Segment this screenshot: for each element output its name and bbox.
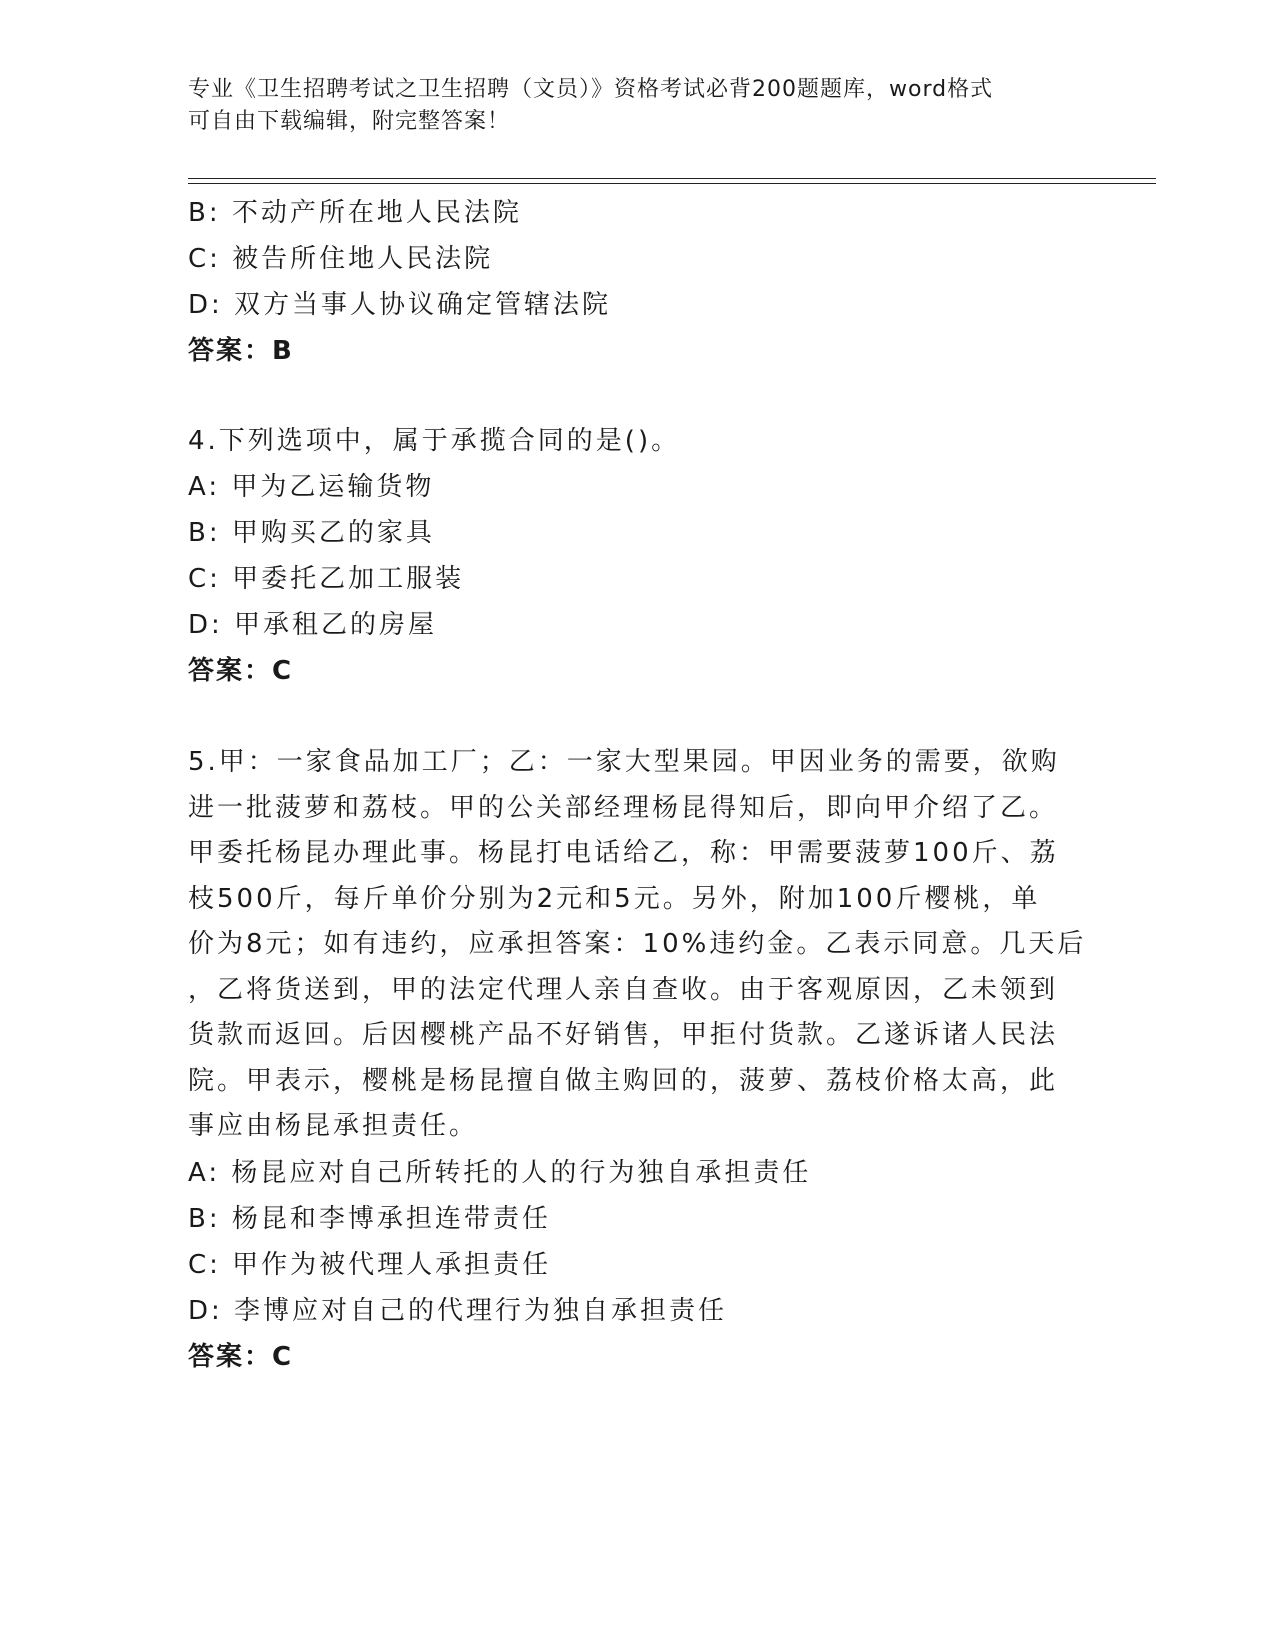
q5-question-line: ，乙将货送到，甲的法定代理人亲自查收。由于客观原因，乙未领到 [188, 974, 1059, 1005]
spacer [188, 694, 1088, 740]
q5-question-line: 货款而返回。后因樱桃产品不好销售，甲拒付货款。乙遂诉诸人民法 [188, 1020, 1059, 1050]
q4-answer: 答案：C [188, 656, 294, 686]
q5-option-c: C: 甲作为被代理人承担责任 [188, 1249, 552, 1280]
q4-option-c: C: 甲委托乙加工服装 [188, 564, 465, 594]
q5-question-line: 院。甲表示，樱桃是杨昆擅自做主购回的，菠萝、荔枝价格太高，此 [188, 1065, 1059, 1096]
document-body [188, 190, 1088, 1380]
q4-option-a: A: 甲为乙运输货物 [188, 472, 435, 502]
header-line-2: 可自由下载编辑，附完整答案！ [188, 109, 511, 134]
q5-question-line: 甲委托杨昆办理此事。杨昆打电话给乙，称：甲需要菠萝100斤、荔 [188, 838, 1059, 868]
q3-answer: 答案：B [188, 336, 294, 366]
question-3 [188, 190, 1088, 374]
q4-question: 4.下列选项中，属于承揽合同的是()。 [188, 426, 681, 456]
q5-question [188, 740, 1088, 1150]
q5-answer: 答案：C [188, 1341, 294, 1372]
q4-option-d: D: 甲承租乙的房屋 [188, 610, 438, 640]
question-4 [188, 418, 1088, 694]
q5-question-line: 5.甲：一家食品加工厂；乙：一家大型果园。甲因业务的需要，欲购 [188, 747, 1060, 777]
q5-question-line: 枝500斤，每斤单价分别为2元和5元。另外，附加100斤樱桃，单 [188, 883, 1041, 914]
q3-option-c: C: 被告所住地人民法院 [188, 244, 494, 274]
q3-option-b: B: 不动产所在地人民法院 [188, 198, 522, 228]
header-divider-bottom [188, 183, 1156, 184]
spacer [188, 374, 1088, 418]
document-header [188, 74, 1068, 138]
question-5 [188, 740, 1088, 1380]
q5-option-d: D: 李博应对自己的代理行为独自承担责任 [188, 1295, 728, 1326]
q3-option-d: D: 双方当事人协议确定管辖法院 [188, 290, 612, 320]
q5-question-line: 进一批菠萝和荔枝。甲的公关部经理杨昆得知后，即向甲介绍了乙。 [188, 792, 1059, 823]
q5-question-line: 价为8元；如有违约，应承担答案：10%违约金。乙表示同意。几天后 [188, 929, 1087, 959]
q5-option-a: A: 杨昆应对自己所转托的人的行为独自承担责任 [188, 1157, 812, 1188]
header-line-1: 专业《卫生招聘考试之卫生招聘（文员）》资格考试必背200题题库，word格式 [188, 77, 994, 102]
q5-option-b: B: 杨昆和李博承担连带责任 [188, 1203, 551, 1234]
q5-question-line: 事应由杨昆承担责任。 [188, 1111, 479, 1141]
header-divider-top [188, 178, 1156, 179]
q4-option-b: B: 甲购买乙的家具 [188, 518, 435, 548]
